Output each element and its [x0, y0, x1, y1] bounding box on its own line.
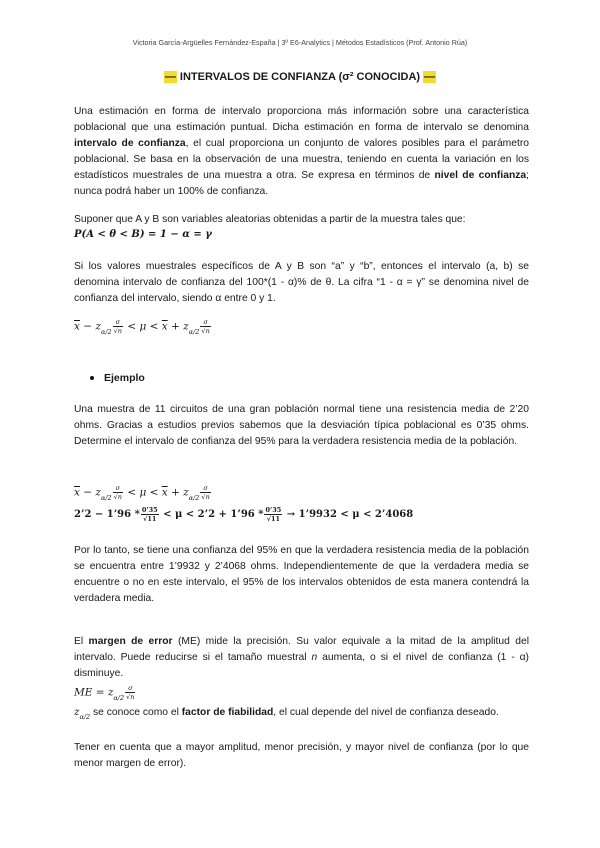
title-highlight-right: —: [424, 71, 436, 83]
term-margen-de-error: margen de error: [88, 636, 173, 647]
interval-definition-paragraph: Si los valores muestrales específicos de A y B son “a” y “b”, entonces el intervalo (a, b) se denomina intervalo de confianza del 100*(1 - α)% de θ. La cifra “1 - α = γ” se denomina nivel de confianza del intervalo, siendo α entre 0 y 1.: [74, 261, 529, 304]
term-intervalo-de-confianza: intervalo de confianza: [74, 138, 186, 149]
title-highlight-left: —: [164, 71, 176, 83]
reliability-factor-paragraph: $z_{\alpha/2}$ se conoce como el factor de fiabilidad, el cual depende del nivel de confianza deseado.: [74, 706, 499, 721]
title-text: INTERVALOS DE CONFIANZA (σ² CONOCIDA): [176, 71, 424, 83]
interval-formula: $\overline{x} - z_{\alpha/2}$ $\frac{\sigma}{√n}$ < $\mu < \overline{x} + z_{\alpha/2}$ $\frac{\sigma}{√n}$: [74, 318, 210, 336]
final-paragraph: Tener en cuenta que a mayor amplitud, menor precisión, y mayor nivel de confianza (por lo que menor margen de error).: [74, 742, 529, 769]
sigma-over-root-n: $\frac{\sigma}{√n}$: [113, 318, 122, 335]
page-header: Victoria García-Argüelles Fernández-España | 3º E6-Analytics | Métodos Estadísticos (Prof. Antonio Rúa): [132, 38, 468, 47]
term-nivel-de-confianza: nivel de confianza: [434, 170, 527, 181]
probability-formula: P(A < θ < B) = 1 − α = γ: [74, 229, 212, 240]
me-formula: ME = $z_{\alpha/2}$ $\frac{\sigma}{√n}$: [74, 684, 135, 702]
example-paragraph: Una muestra de 11 circuitos de una gran población normal tiene una resistencia media de 2’20 ohms. Gracias a estudios previos sabemos que la desviación típica poblacional es 0’35 ohms. Determine el intervalo de confianza del 95% para la verdadera resistencia media de la población.: [74, 404, 529, 447]
intro-paragraph: Una estimación en forma de intervalo proporciona más información sobre una característica poblacional que una estimación puntual. Dicha estimación en forma de intervalo se denomina intervalo de confianza, el cual proporciona un conjunto de valores posibles para el parámetro poblacional. Se basa en la observación de una muestra, teniendo en cuenta la variación en los estadísticos muestrales de una muestra a otra. Se expresa en términos de nivel de confianza; nunca podrá haber un 100% de confianza.: [74, 106, 529, 197]
numeric-interval-formula: 2’2 − 1’96 * $\frac{0’35}{√11}$ < μ < 2’2 + 1’96 * $\frac{0’35}{√11}$ → 1’9932 < μ < 2’4068: [74, 506, 414, 523]
bullet-icon: [90, 376, 94, 380]
term-factor-de-fiabilidad: factor de fiabilidad: [181, 707, 274, 718]
conclusion-paragraph: Por lo tanto, se tiene una confianza del 95% en que la verdadera resistencia media de la población se encuentra entre 1’9932 y 2’4068 ohms. Independientemente de que la verdadera media se encuentre o no en este intervalo, el 95% de los intervalos obtenidos de esta manera contendrá la verdadera media.: [74, 545, 529, 604]
suppose-paragraph: Suponer que A y B son variables aleatorias obtenidas a partir de la muestra tales que:: [74, 214, 466, 225]
example-interval-formula: $\overline{x} - z_{\alpha/2}$ $\frac{\sigma}{√n}$ < $\mu < \overline{x} + z_{\alpha/2}$ $\frac{\sigma}{√n}$: [74, 484, 210, 502]
example-bullet: Ejemplo: [90, 372, 145, 384]
section-title: [0, 71, 600, 83]
margin-of-error-paragraph: El margen de error (ME) mide la precisión. Su valor equivale a la mitad de la amplitud del intervalo. Puede reducirse si el tamaño muestral n aumenta, o si el nivel de confianza (1 - α) disminuye.: [74, 636, 529, 679]
